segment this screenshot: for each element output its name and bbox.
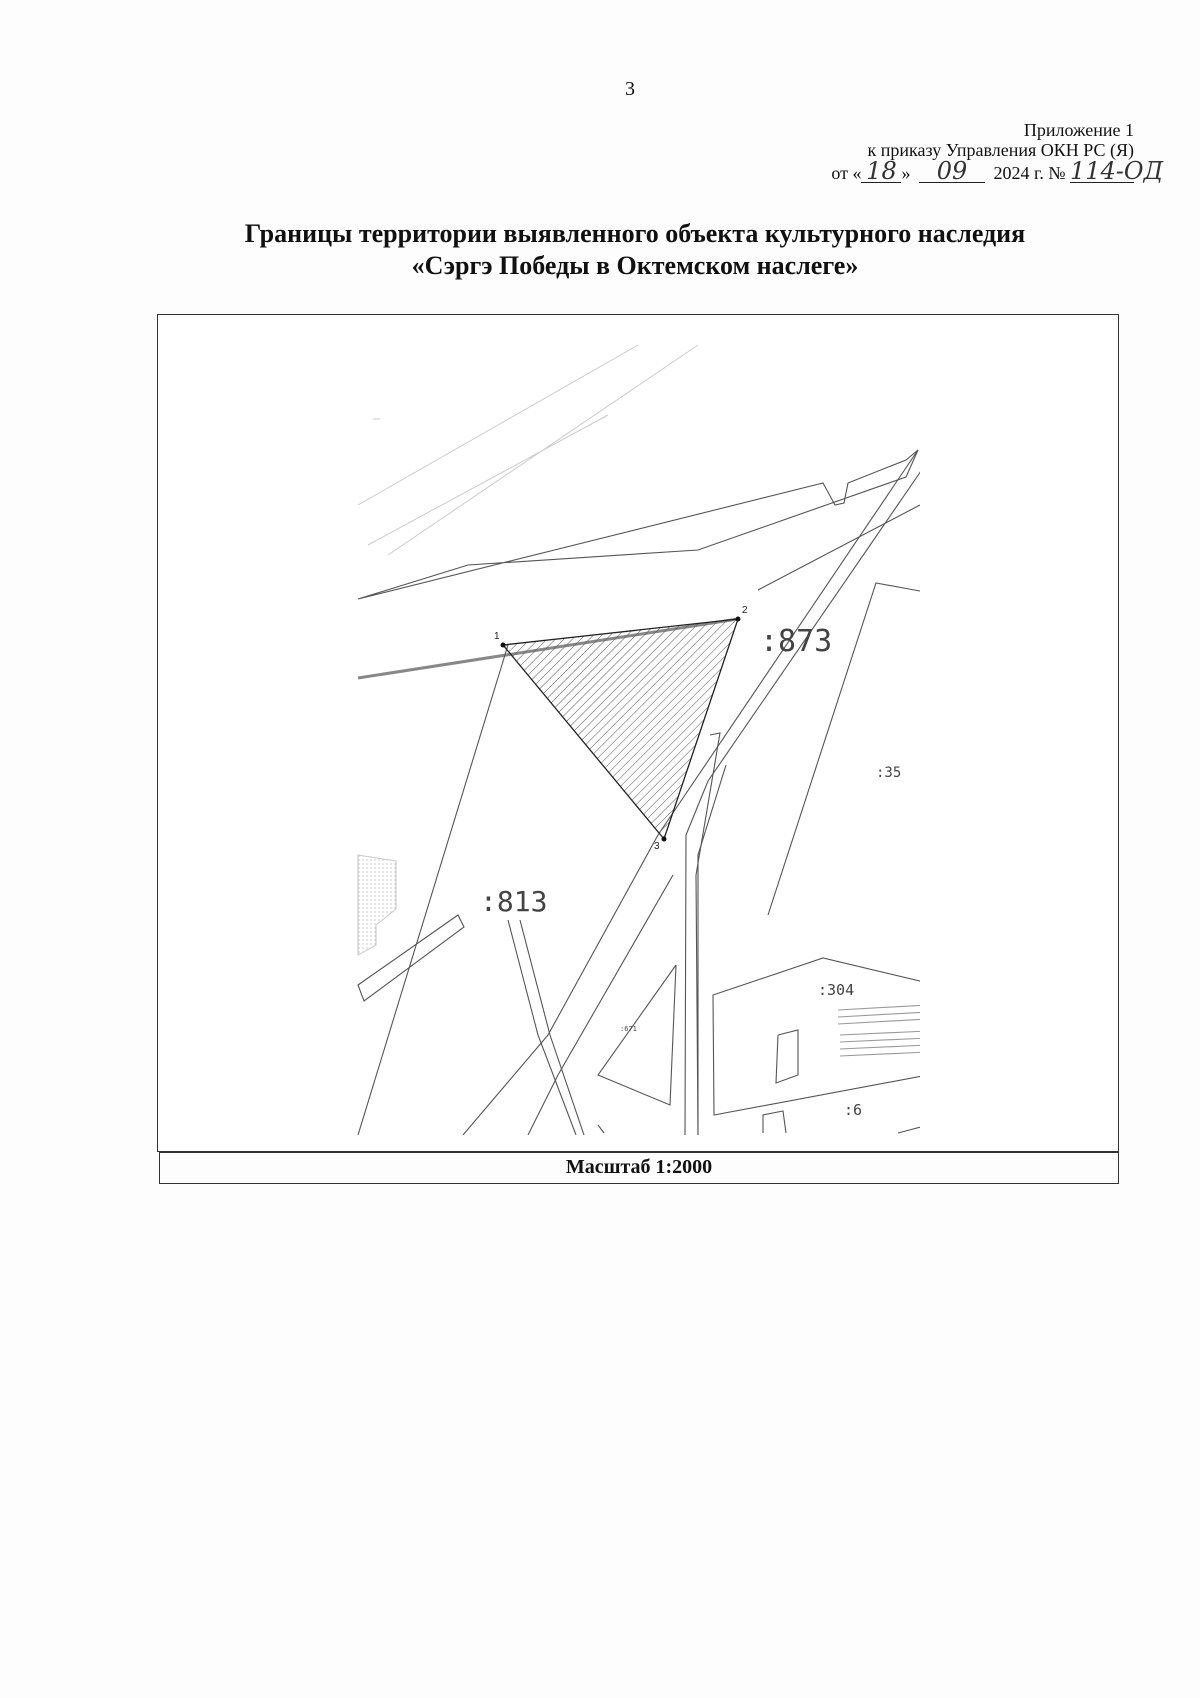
point-1-marker — [501, 643, 506, 648]
cadastral-map — [158, 315, 1118, 1151]
point-2-label: 2 — [742, 605, 748, 616]
point-2-marker — [736, 617, 741, 622]
title-line-1: Границы территории выявленного объекта культурного наследия — [244, 219, 1026, 248]
object-territory — [503, 619, 738, 839]
parcel-label-813: :813 — [480, 885, 548, 918]
document-title — [140, 218, 1130, 282]
page-number: 3 — [625, 78, 635, 100]
title-line-2: «Сэргэ Победы в Октемском наслеге» — [411, 251, 859, 280]
parcel-label-671: :671 — [620, 1025, 637, 1033]
handwritten-order-number: 114-ОД — [1070, 157, 1164, 185]
appendix-date-line — [760, 157, 1164, 185]
parcel-label-35: :35 — [876, 765, 902, 781]
handwritten-month: 09 — [919, 160, 985, 183]
parcel-label-873: :873 — [760, 624, 833, 659]
map-frame — [157, 314, 1119, 1152]
appendix-title: Приложение 1 — [1023, 120, 1134, 140]
narrow-road — [685, 733, 726, 1135]
handwritten-day: 18 — [861, 160, 901, 183]
appendix-header — [760, 120, 1164, 185]
dotted-area — [358, 855, 396, 955]
point-1-label: 1 — [494, 631, 500, 642]
road-polygon-top — [358, 450, 918, 599]
point-3-label: 3 — [654, 841, 660, 852]
parcel-label-304: :304 — [818, 981, 855, 999]
date-mid: » — [901, 163, 911, 183]
point-3-marker — [662, 837, 667, 842]
scale-caption: Масштаб 1:2000 — [159, 1152, 1119, 1184]
parcel-label-6: :6 — [844, 1101, 863, 1119]
date-prefix: от « — [831, 163, 862, 183]
building-hatches — [838, 1005, 928, 1056]
appendix-order-ref: к приказу Управления ОКН РС (Я) — [867, 140, 1134, 160]
faint-background-lines — [358, 345, 698, 555]
year-text: 2024 г. № — [993, 163, 1066, 183]
